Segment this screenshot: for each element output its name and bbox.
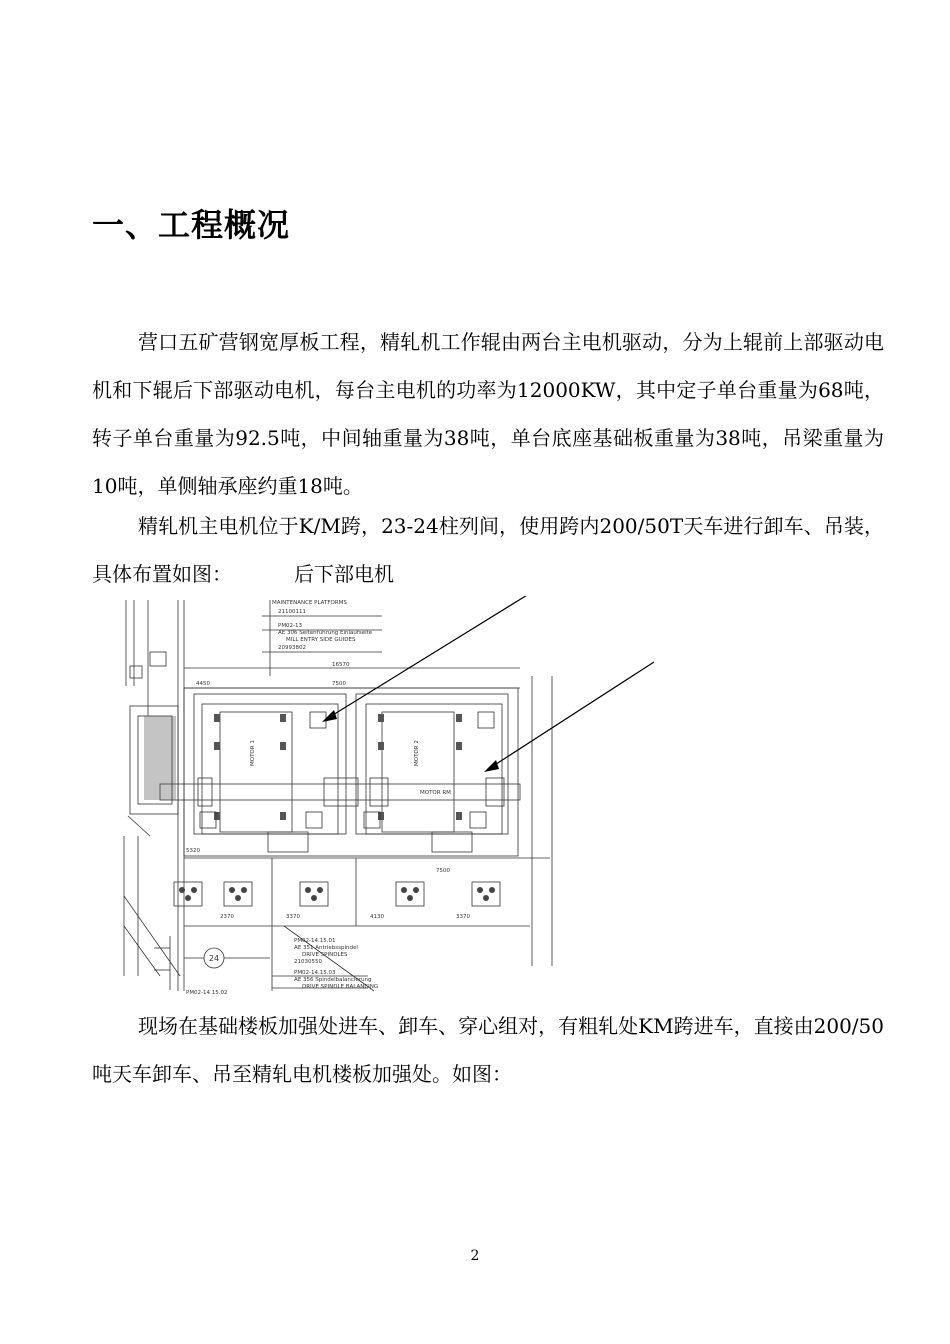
paragraph-motor-specs: 营口五矿营钢宽厚板工程，精轧机工作辊由两台主电机驱动，分为上辊前上部驱动电机和下辊后下部驱动电机，每台主电机的功率为12000KW，其中定子单台重量为68吨，转子单台重量为92.5吨，中间轴重量为38吨，单台底座基础板重量为38吨，吊梁重量为10吨，单侧轴承座约重18吨。 bbox=[92, 330, 884, 498]
paragraph-procedure: 现场在基础楼板加强处进车、卸车、穿心组对，有粗轧处KM跨进车，直接由200/50吨天车卸车、吊至精轧电机楼板加强处。如图： bbox=[92, 1014, 884, 1086]
paragraph-location-text: 精轧机主电机位于K/M跨，23-24柱列间，使用跨内200/50T天车进行卸车、吊装，具体布置如图： bbox=[92, 514, 884, 586]
label-dim-4450: 4450 bbox=[196, 681, 210, 687]
label-ae356: AE 356 Spindelbalancierung bbox=[294, 977, 372, 983]
label-entry-side-guides: MILL ENTRY SIDE GUIDES bbox=[286, 637, 356, 643]
label-spindle-balancing: DRIVE SPINDLE BALANCING bbox=[302, 984, 379, 990]
label-dim-4130: 4130 bbox=[370, 914, 384, 920]
label-dim-2370: 2370 bbox=[220, 914, 234, 920]
label-motor-1: MOTOR 1 bbox=[250, 740, 256, 766]
label-pm02-14-15-01: PM02-14.15.01 bbox=[294, 938, 336, 944]
label-maintenance-platforms: MAINTENANCE PLATFORMS bbox=[272, 600, 347, 606]
page-number: 2 bbox=[470, 1248, 480, 1264]
label-dim-7500-top: 7500 bbox=[332, 681, 346, 687]
label-pm02-14-15-02: PM02-14.15.02 bbox=[186, 990, 228, 996]
paragraph-location bbox=[92, 502, 884, 598]
label-dim-7500-bottom: 7500 bbox=[436, 868, 450, 874]
label-pm02-14-15-03: PM02-14.15.03 bbox=[294, 970, 336, 976]
label-dim-3370-b: 3370 bbox=[456, 914, 470, 920]
section-heading: 一、工程概况 bbox=[92, 206, 291, 244]
label-code-1: 21100111 bbox=[278, 609, 306, 615]
rear-lower-motor-annotation: 后下部电机 bbox=[294, 562, 394, 586]
label-motor-rm: MOTOR RM bbox=[420, 790, 451, 796]
label-dim-16570: 16570 bbox=[332, 662, 350, 668]
label-code-3: 21030550 bbox=[294, 959, 322, 965]
label-dim-5320: 5320 bbox=[186, 848, 200, 854]
label-ae351: AE 351 Antriebsspindel bbox=[294, 945, 358, 951]
label-motor-2: MOTOR 2 bbox=[414, 740, 420, 766]
label-pm02-13: PM02-13 bbox=[278, 623, 303, 629]
layout-drawing bbox=[120, 596, 665, 996]
label-drive-spindles: DRIVE SPINDLES bbox=[302, 952, 348, 958]
column-24-label: 24 bbox=[208, 954, 220, 963]
label-dim-3370-a: 3370 bbox=[286, 914, 300, 920]
arrow-head-lower bbox=[484, 760, 499, 772]
label-ae306: AE 306 Seitenführung Einlaufseite bbox=[278, 630, 373, 636]
label-code-2: 20993802 bbox=[278, 645, 306, 651]
